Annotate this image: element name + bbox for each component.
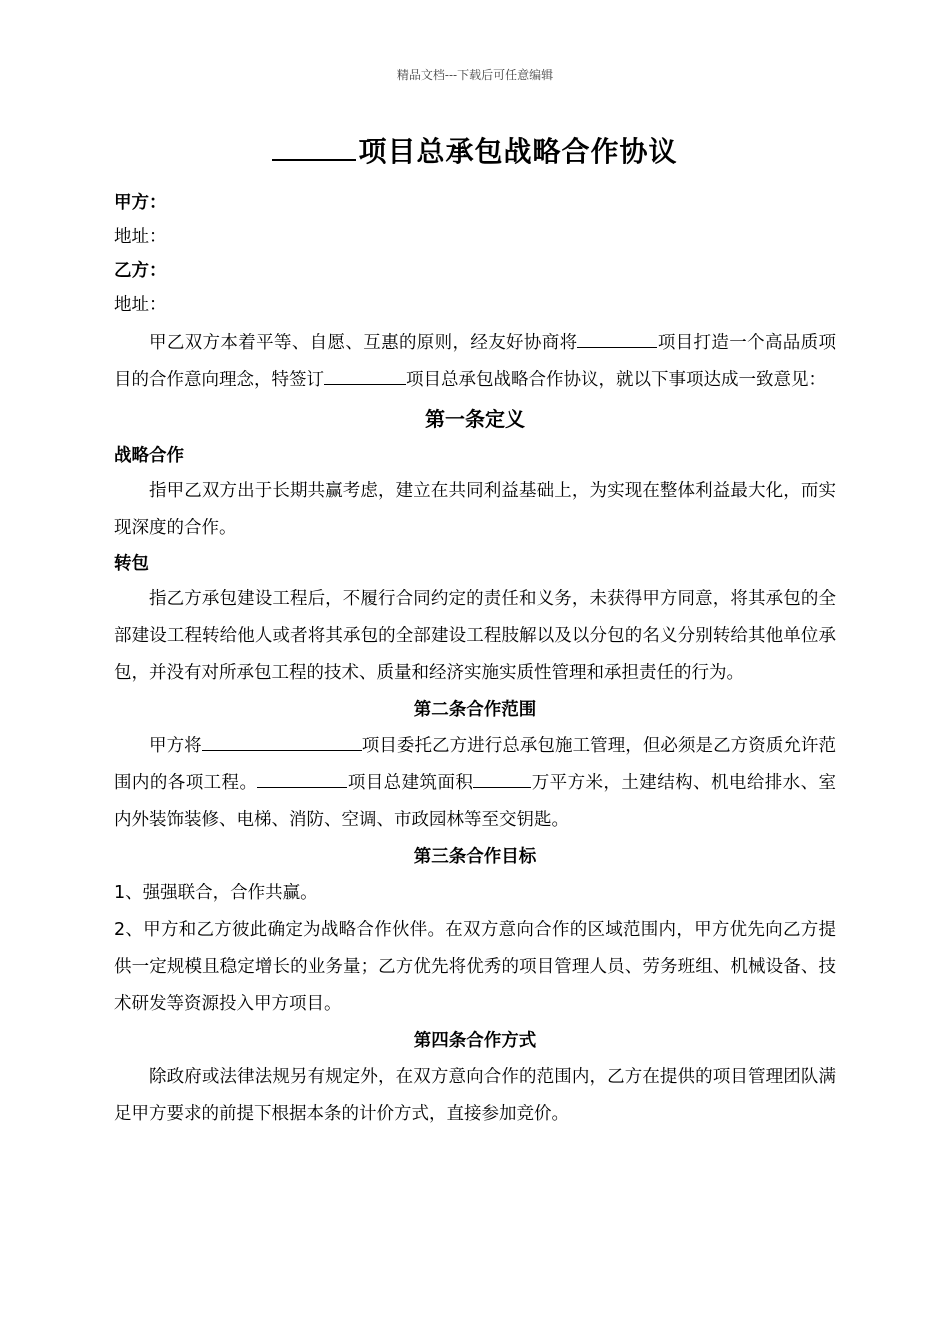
term-strategic-cooperation-title: 战略合作 bbox=[114, 446, 184, 466]
address-b-label: 地址： bbox=[114, 295, 167, 315]
article2-part2: 项目委托乙方进行总承包施工管理，但必须是乙方资质允许范围内的各项工程。 bbox=[114, 736, 837, 793]
header-watermark: 精品文档---下载后可任意编辑 bbox=[396, 68, 554, 82]
intro-blank-2 bbox=[324, 366, 406, 385]
article2-heading: 第二条合作范围 bbox=[413, 700, 537, 720]
article1-heading: 第一条定义 bbox=[425, 407, 525, 431]
article2-part4: 万平方米，土建结构、机电给排水、室内外装饰装修、电梯、消防、空调、市政园林等至交钥匙。 bbox=[114, 773, 837, 830]
intro-part1: 甲乙双方本着平等、自愿、互惠的原则，经友好协商将 bbox=[149, 333, 578, 353]
term-subcontract-text: 指乙方承包建设工程后，不履行合同约定的责任和义务，未获得甲方同意，将其承包的全部建设工程转给他人或者将其承包的全部建设工程肢解以及以分包的名义分别转给其他单位承包，并没有对所承包工程的技术、质量和经济实施实质性管理和承担责任的行为。 bbox=[114, 589, 836, 683]
article4-heading: 第四条合作方式 bbox=[413, 1031, 537, 1051]
intro-paragraph bbox=[114, 325, 836, 399]
party-a-label: 甲方： bbox=[114, 193, 167, 213]
document-title bbox=[0, 130, 950, 170]
article3-item1: 1、强强联合，合作共赢。 bbox=[114, 883, 318, 903]
intro-blank-1 bbox=[577, 329, 657, 348]
article3-item2: 2、甲方和乙方彼此确定为战略合作伙伴。在双方意向合作的区域范围内，甲方优先向乙方提供一定规模且稳定增长的业务量；乙方优先将优秀的项目管理人员、劳务班组、机械设备、技术研发等资源投入甲方项目。 bbox=[114, 920, 836, 1014]
article2-blank-3 bbox=[473, 769, 531, 788]
intro-part2: 项目打造一个高品质项目的合作意向理念，特签订 bbox=[114, 333, 836, 390]
intro-part3: 项目总承包战略合作协议，就以下事项达成一致意见： bbox=[406, 370, 826, 390]
article2-part3: 项目总建筑面积 bbox=[347, 773, 474, 793]
address-a-label: 地址： bbox=[114, 227, 167, 247]
article2-blank-2 bbox=[257, 769, 347, 788]
title-text: 项目总承包战略合作协议 bbox=[358, 135, 678, 168]
article2-part1: 甲方将 bbox=[149, 736, 202, 756]
document-body bbox=[114, 186, 836, 1133]
article2-paragraph bbox=[114, 728, 836, 839]
term-subcontract-title: 转包 bbox=[114, 554, 149, 574]
party-b-label: 乙方： bbox=[114, 261, 167, 281]
article2-blank-1 bbox=[202, 732, 362, 751]
article3-heading: 第三条合作目标 bbox=[413, 847, 537, 867]
title-blank bbox=[272, 133, 356, 161]
article4-text: 除政府或法律法规另有规定外，在双方意向合作的范围内，乙方在提供的项目管理团队满足甲方要求的前提下根据本条的计价方式，直接参加竞价。 bbox=[114, 1067, 836, 1124]
term-strategic-cooperation-text: 指甲乙双方出于长期共赢考虑，建立在共同利益基础上，为实现在整体利益最大化，而实现深度的合作。 bbox=[114, 481, 836, 538]
